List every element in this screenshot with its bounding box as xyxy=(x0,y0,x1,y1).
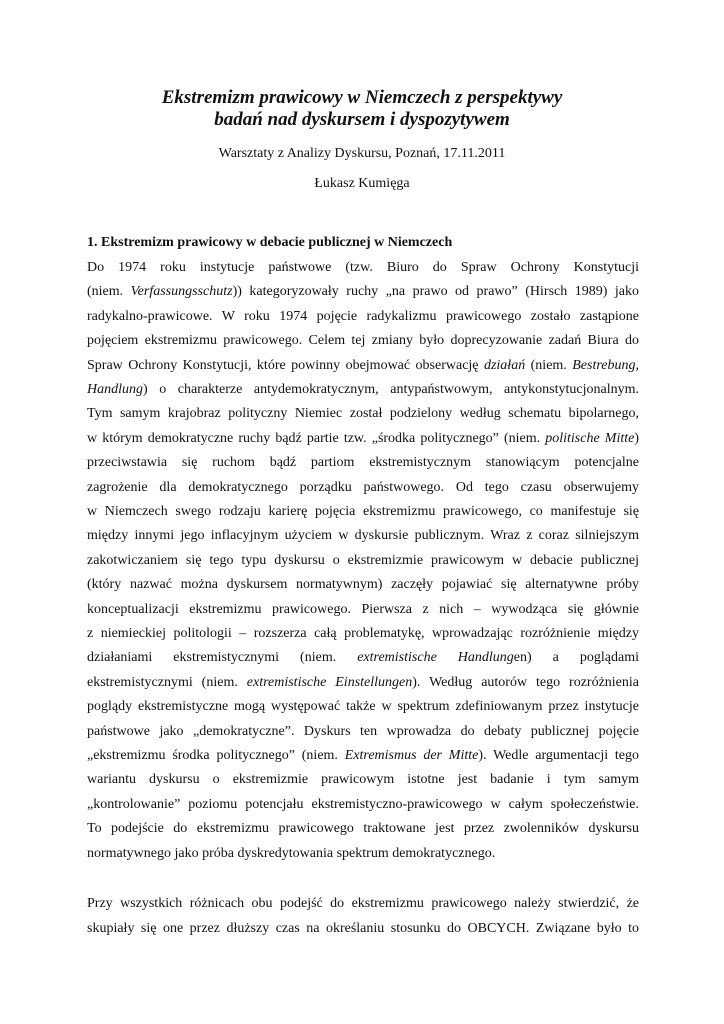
text-line: państwowe jako „demokratyczne”. Dyskurs ten wprowadza do debaty publicznej pojęcie xyxy=(87,723,639,739)
text-line: Handlung) o charakterze antydemokratycznym, antypaństwowym, antykonstytucjonalnym. xyxy=(87,382,639,397)
text-line: Spraw Ochrony Konstytucji, które powinny obejmować obserwację działań (niem. Bestrebung, xyxy=(87,357,639,373)
text-line: ekstremistycznymi (niem. extremistische Einstellungen). Według autorów tego rozróżnienia xyxy=(87,674,639,690)
section-heading: 1. Ekstremizm prawicowy w debacie publicznej w Niemczech xyxy=(87,235,453,250)
text-line: wariantu dyskursu o ekstremizmie prawicowym istotne jest badanie i tym samym xyxy=(87,772,639,788)
text-line: Przy wszystkich różnicach obu podejść do ekstremizmu prawicowego należy stwierdzić, że xyxy=(87,896,639,911)
text-line: „kontrolowanie” poziomu potencjału ekstremistyczno-prawicowego w całym społeczeństwie. xyxy=(87,796,639,812)
text-line: w Niemczech swego rodzaju karierę pojęcia ekstremizmu prawicowego, co manifestuje się xyxy=(87,504,639,519)
text-line: (niem. Verfassungsschutz)) kategoryzowały ruchy „na prawo od prawo” (Hirsch 1989) jako xyxy=(87,284,639,300)
author-name: Łukasz Kumięga xyxy=(314,176,410,191)
text-line: (który nazwać można dyskursem normatywnym) zaczęły pojawiać się alternatywne próby xyxy=(87,577,639,593)
text-line: między innymi jego inflacyjnym użyciem w dyskursie publicznym. Wraz z coraz silniejszym xyxy=(87,528,639,544)
text-line: przeciwstawia się ruchom bądź partiom ekstremistycznym stanowiącym potencjalne xyxy=(87,455,639,471)
text-line: radykalno-prawicowe. W roku 1974 pojęcie radykalizmu prawicowego zostało zastąpione xyxy=(87,308,639,324)
text-line: normatywnego jako próba dyskredytowania spektrum demokratycznego. xyxy=(87,845,496,861)
text-line: „ekstremizmu środka politycznego” (niem. Extremismus der Mitte). Wedle argumentacji tego xyxy=(87,748,640,763)
text-line: konceptualizacji ekstremizmu prawicowego. Pierwsza z nich – wywodząca się głównie xyxy=(87,601,639,617)
text-line: w którym demokratyczne ruchy bądź partie tzw. „środka politycznego” (niem. politische Mitte) xyxy=(87,430,639,446)
text-line: Do 1974 roku instytucje państwowe (tzw. Biuro do Spraw Ochrony Konstytucji xyxy=(87,260,639,275)
text-line: pojęciem ekstremizmu prawicowego. Celem tej zmiany było doprecyzowanie zadań Biura do xyxy=(87,333,639,349)
text-line: z niemieckiej politologii – rozszerza całą problematykę, wprowadzając rozróżnienie między xyxy=(87,626,639,641)
text-line: działaniami ekstremistycznymi (niem. extremistische Handlungen) a poglądami xyxy=(87,650,639,666)
title-line-2: badań nad dyskursem i dyspozytywem xyxy=(214,109,510,130)
text-line: zagrożenie dla demokratycznego porządku państwowego. Od tego czasu obserwujemy xyxy=(87,479,639,495)
text-line: skupiały się one przez dłuższy czas na określaniu stosunku do OBCYCH. Związane było to xyxy=(87,920,639,936)
text-line: poglądy ekstremistyczne mogą występować także w spektrum zdefiniowanym przez instytucje xyxy=(87,699,639,715)
event-line: Warsztaty z Analizy Dyskursu, Poznań, 17.11.2011 xyxy=(218,146,506,161)
title-line-1: Ekstremizm prawicowy w Niemczech z perspektywy xyxy=(161,87,563,108)
text-line: zakotwiczaniem się tego typu dyskursu o ekstremizmie prawicowym w debacie publicznej xyxy=(87,552,639,568)
text-line: Tym samym krajobraz polityczny Niemiec został podzielony według schematu bipolarnego, xyxy=(87,406,639,422)
text-line: To podejście do ekstremizmu prawicowego traktowane jest przez zwolenników dyskursu xyxy=(87,821,639,837)
